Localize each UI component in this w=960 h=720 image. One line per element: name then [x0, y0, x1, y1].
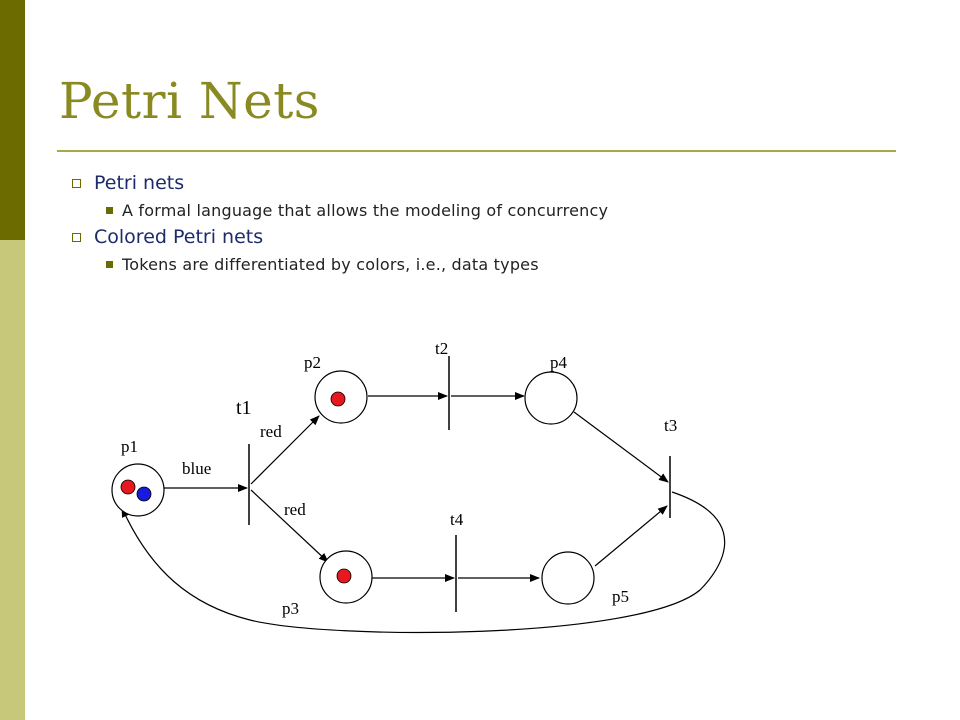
label-p5: p5 [612, 587, 629, 606]
arc-p4-t3 [574, 412, 668, 482]
token-red-p2 [331, 392, 345, 406]
label-arc-red-lower: red [284, 500, 306, 519]
label-t1: t1 [236, 397, 252, 419]
token-red-p3 [337, 569, 351, 583]
bullet-text: Petri nets [94, 172, 185, 194]
label-t2: t2 [435, 339, 449, 358]
bullet-text: Colored Petri nets [94, 226, 264, 248]
label-p3: p3 [282, 599, 299, 618]
slide-title: Petri Nets [59, 72, 320, 130]
label-arc-blue: blue [182, 459, 212, 478]
place-p4 [525, 372, 577, 424]
arc-t3-p1 [122, 492, 725, 632]
label-p2: p2 [304, 353, 321, 372]
arc-p5-t3 [595, 506, 667, 566]
label-p1: p1 [121, 437, 138, 456]
label-t4: t4 [450, 510, 464, 529]
token-red-p1 [121, 480, 135, 494]
sub-bullet-text: A formal language that allows the modeling of concurrency [122, 201, 609, 220]
token-blue-p1 [137, 487, 151, 501]
place-p5 [542, 552, 594, 604]
label-t3: t3 [664, 416, 678, 435]
label-arc-red-upper: red [260, 422, 282, 441]
sub-bullet-text: Tokens are differentiated by colors, i.e., data types [122, 255, 539, 274]
label-p4: p4 [550, 353, 567, 372]
